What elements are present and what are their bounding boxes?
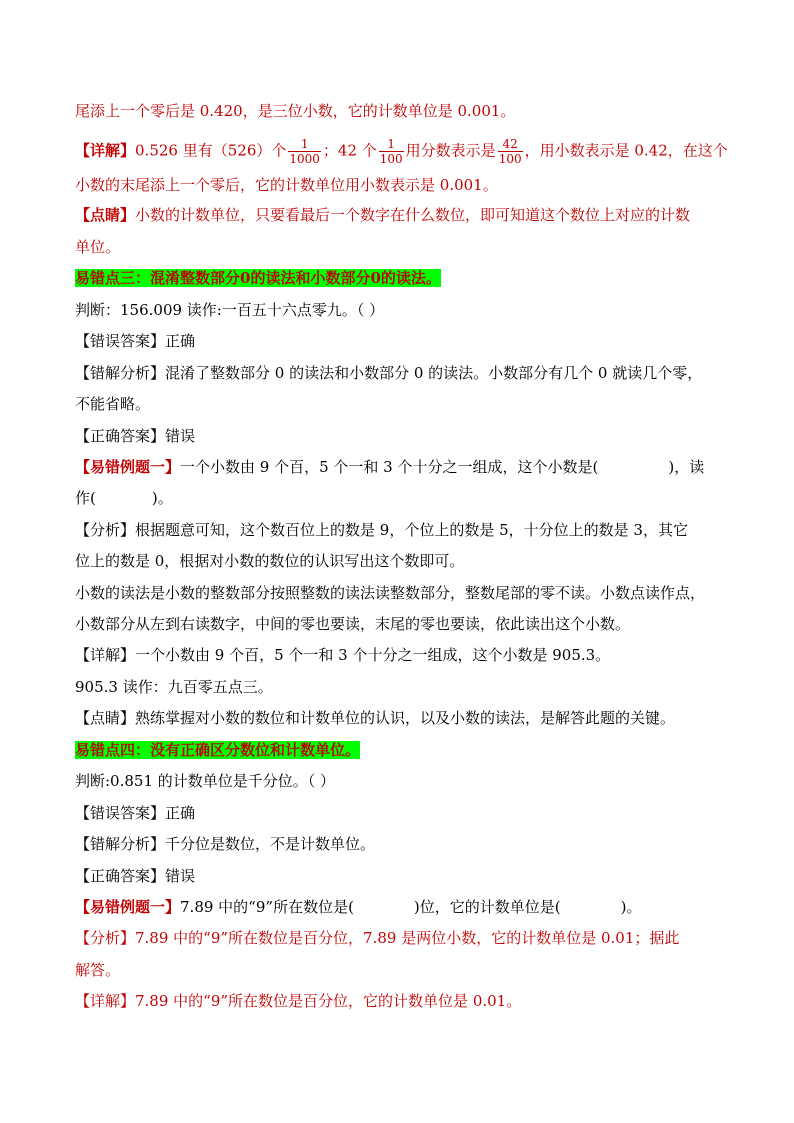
text-segment: ；42 个 <box>322 141 377 160</box>
label-detail: 【详解】 <box>75 141 136 160</box>
detail-line-fractions <box>75 137 728 166</box>
text-segment: 小数的计数单位，只要看最后一个数字在什么数位，即可知道这个数位上对应的计数 <box>135 206 691 224</box>
label-example: 【易错例题一】 <box>75 898 181 916</box>
wrong-answer: 【错误答案】正确 <box>75 804 196 822</box>
fraction: $\frac{42}{100}$ <box>498 137 522 166</box>
text-line: 位上的数是 0，根据对小数的数位的认识写出这个数即可。 <box>75 552 465 570</box>
example-question-cont: 作( )。 <box>75 489 173 507</box>
fraction: $\frac{1}{100}$ <box>379 137 403 166</box>
judge-question: 判断：156.009 读作:一百五十六点零九。（ ） <box>75 301 385 319</box>
text-line: 不能省略。 <box>75 395 151 413</box>
detail-line: 【详解】7.89 中的“9”所在数位是百分位，它的计数单位是 0.01。 <box>75 992 522 1010</box>
insight-line: 【点睛】熟练掌握对小数的数位和计数单位的认识，以及小数的读法，是解答此题的关键。 <box>75 709 676 727</box>
text-line: 单位。 <box>75 238 121 256</box>
insight-line <box>75 205 690 225</box>
label-insight: 【点睛】 <box>75 206 136 224</box>
section-heading-3: 易错点三：混淆整数部分0的读法和小数部分0的读法。 <box>75 269 441 287</box>
judge-question: 判断:0.851 的计数单位是千分位。（ ） <box>75 772 336 790</box>
section-heading-4: 易错点四：没有正确区分数位和计数单位。 <box>75 741 361 759</box>
wrong-answer: 【错误答案】正确 <box>75 332 196 350</box>
example-question: 【易错例题一】一个小数由 9 个百，5 个一和 3 个十分之一组成，这个小数是( )，读 <box>75 458 705 476</box>
label-example: 【易错例题一】 <box>75 458 181 476</box>
error-analysis: 【错解分析】混淆了整数部分 0 的读法和小数部分 0 的读法。小数部分有几个 0 就读几个零， <box>75 364 703 382</box>
example-question: 【易错例题一】7.89 中的“9”所在数位是( )位，它的计数单位是( )。 <box>75 898 642 916</box>
text-line: 905.3 读作：九百零五点三。 <box>75 678 273 696</box>
text-line: 解答。 <box>75 961 121 979</box>
detail-line: 【详解】一个小数由 9 个百，5 个一和 3 个十分之一组成，这个小数是 905.3。 <box>75 646 611 664</box>
correct-answer: 【正确答案】错误 <box>75 427 196 445</box>
analysis-line: 【分析】7.89 中的“9”所在数位是百分位，7.89 是两位小数，它的计数单位是 0.01；据此 <box>75 929 680 947</box>
correct-answer: 【正确答案】错误 <box>75 867 196 885</box>
analysis-line: 【分析】根据题意可知，这个数百位上的数是 9，个位上的数是 5，十分位上的数是 3，其它 <box>75 521 688 539</box>
text-line: 小数的读法是小数的整数部分按照整数的读法读整数部分，整数尾部的零不读。小数点读作点， <box>75 584 706 602</box>
text-line: 小数部分从左到右读数字，中间的零也要读，末尾的零也要读，依此读出这个小数。 <box>75 615 631 633</box>
fraction: $\frac{1}{1000}$ <box>289 137 320 166</box>
text-line: 小数的末尾添上一个零后，它的计数单位用小数表示是 0.001。 <box>75 176 498 194</box>
text-line: 尾添上一个零后是 0.420，是三位小数，它的计数单位是 0.001。 <box>75 102 516 120</box>
text-segment: 用分数表示是 <box>405 141 496 160</box>
text-segment: 0.526 里有（526）个 <box>135 141 287 160</box>
error-analysis: 【错解分析】千分位是数位，不是计数单位。 <box>75 835 376 853</box>
text-segment: ，用小数表示是 0.42，在这个 <box>524 141 728 160</box>
